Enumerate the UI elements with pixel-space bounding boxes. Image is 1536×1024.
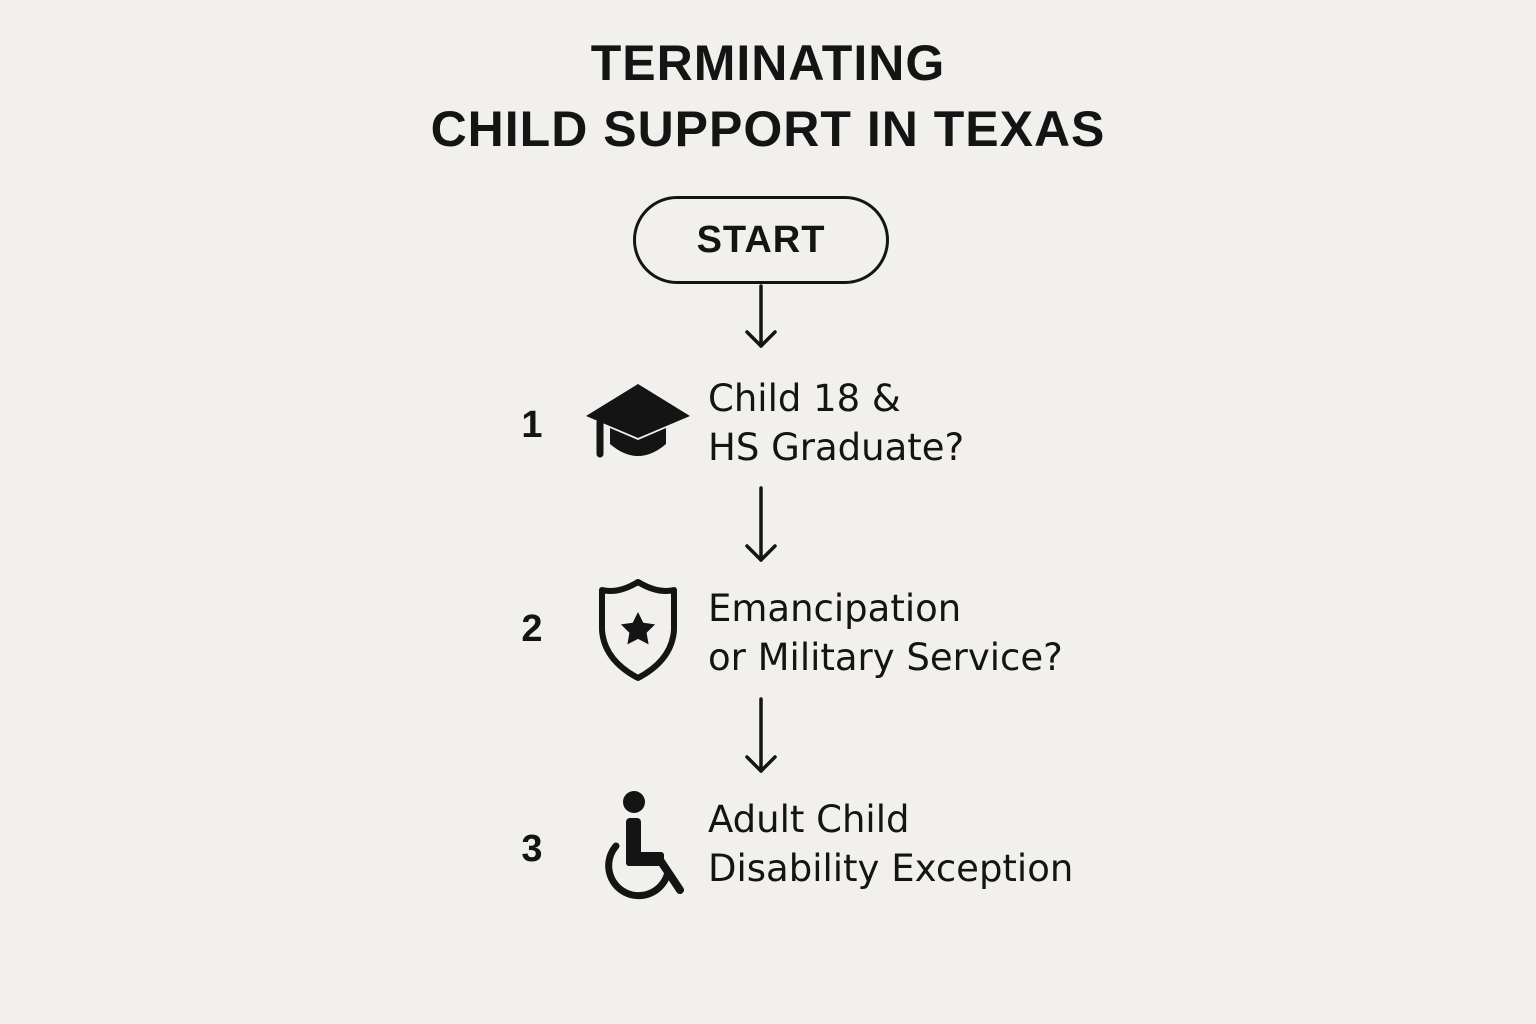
arrow-down-icon	[741, 697, 781, 777]
start-node	[633, 196, 889, 284]
arrow-down-icon	[741, 486, 781, 566]
start-label: START	[696, 218, 826, 261]
step-number: 1	[521, 404, 543, 446]
shield-star-icon	[596, 578, 680, 682]
step-label-line-1: Emancipation	[708, 587, 962, 630]
arrow-down-icon	[741, 282, 781, 362]
step-number: 2	[521, 608, 543, 650]
step-label-line-2: HS Graduate?	[708, 426, 965, 469]
wheelchair-icon	[596, 788, 688, 902]
step-label	[708, 374, 964, 472]
step-label	[708, 795, 1073, 893]
graduation-cap-icon	[584, 382, 692, 462]
step-label	[708, 584, 1063, 682]
diagram-title	[0, 30, 1536, 162]
step-label-line-2: Disability Exception	[708, 847, 1074, 890]
title-line-2: CHILD SUPPORT IN TEXAS	[430, 101, 1106, 157]
step-label-line-2: or Military Service?	[708, 636, 1063, 679]
step-label-line-1: Adult Child	[708, 798, 910, 841]
title-line-1: TERMINATING	[590, 35, 946, 91]
step-number: 3	[521, 828, 543, 870]
step-label-line-1: Child 18 &	[708, 377, 901, 420]
